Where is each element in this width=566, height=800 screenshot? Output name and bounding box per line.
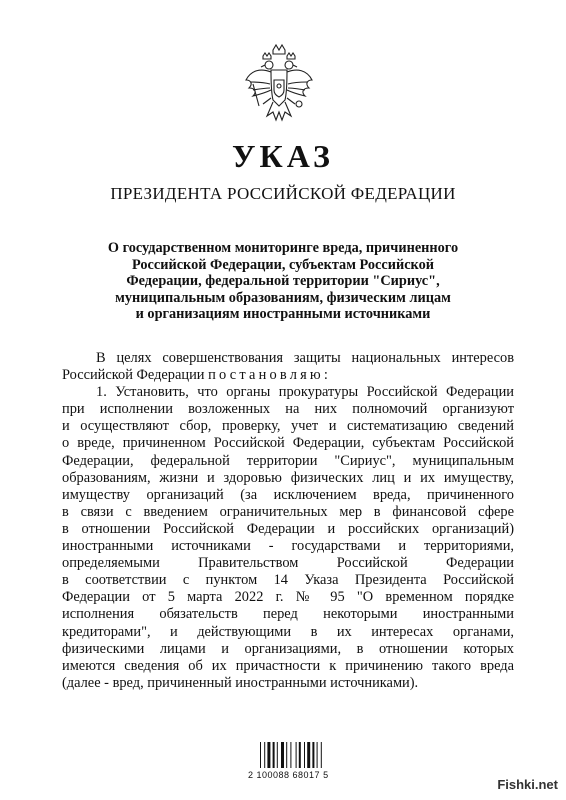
- barcode-bar: [304, 742, 305, 768]
- barcode-bar: [281, 742, 284, 768]
- barcode-bar: [286, 742, 287, 768]
- barcode-bar: [264, 742, 265, 768]
- title-line: и организациям иностранными источниками: [135, 306, 431, 322]
- barcode-bar: [260, 742, 261, 768]
- body-line: (далее - вред, причиненный иностранными источниками).: [62, 674, 419, 691]
- body-line: В целях совершенствования защиты национальных интересов: [96, 350, 514, 366]
- title-line: муниципальным образованиям, физическим лицам: [115, 289, 451, 306]
- decree-word: УКАЗ: [232, 138, 334, 174]
- body-line: физическими лицами и организациями, в отношении которых: [62, 640, 514, 657]
- barcode-bar: [290, 742, 291, 768]
- barcode-bar: [277, 742, 278, 768]
- body-line: определяемыми Правительством Российской Федерации: [62, 555, 514, 572]
- president-line: ПРЕЗИДЕНТА РОССИЙСКОЙ ФЕДЕРАЦИИ: [110, 184, 456, 203]
- title-line: Российской Федерации, субъектам Российской: [132, 256, 434, 273]
- decree-title: [80, 240, 486, 323]
- body-line: в связи с введением ограничительных мер в финансовой сфере: [62, 503, 514, 520]
- body-line: [62, 367, 514, 384]
- body-line: при исполнении возложенных на них полномочий организуют: [62, 401, 514, 418]
- body-line: кредиторами", и действующими в их интересах органами,: [62, 623, 514, 640]
- body-line: образованиям, жизни и здоровью физических лиц и их имуществу,: [62, 469, 514, 486]
- body-line: о вреде, причиненном Российской Федерации, субъектам Российской: [62, 435, 514, 452]
- body-line: в отношении Российской Федерации и российских организаций): [62, 520, 514, 537]
- body-line: имуществу организаций (за исключением вреда, причиненного: [62, 486, 514, 503]
- body-line: иностранными источниками - государствами и территориями,: [62, 538, 514, 555]
- body-line: имеются сведения об их причастности к причинению такого вреда: [62, 657, 514, 674]
- decree-body: [62, 350, 514, 692]
- resolution-word: постановляю:: [208, 367, 332, 384]
- body-line: 1. Установить, что органы прокуратуры Российской Федерации: [96, 384, 514, 401]
- barcode-bar: [312, 742, 314, 768]
- body-text: Российской Федерации: [62, 367, 205, 384]
- barcode-digits: 2 100088 68017 5: [248, 770, 329, 780]
- barcode-bar: [296, 742, 297, 768]
- title-line: Федерации, федеральной территории "Сириус",: [126, 273, 440, 289]
- body-line: исполнения обязательств перед некоторыми иностранными: [62, 606, 514, 623]
- barcode-bar: [317, 742, 318, 768]
- barcode-bar: [321, 742, 322, 768]
- body-line: Федерации, федеральной территории "Сириус", муниципальным: [62, 452, 514, 469]
- body-line: в соответствии с пунктом 14 Указа Президента Российской: [62, 572, 514, 589]
- body-line: и осуществляют сбор, проверку, учет и систематизацию сведений: [62, 418, 514, 435]
- body-line: Федерации от 5 марта 2022 г. № 95 "О временном порядке: [62, 589, 514, 606]
- barcode-bar: [267, 742, 270, 768]
- title-line: О государственном мониторинге вреда, причиненного: [107, 240, 459, 256]
- barcode-icon: [260, 742, 340, 768]
- barcode-bar: [299, 742, 301, 768]
- emblem-icon: [243, 40, 315, 126]
- barcode-bar: [307, 742, 310, 768]
- barcode-bar: [273, 742, 275, 768]
- watermark: Fishki.net: [497, 777, 558, 792]
